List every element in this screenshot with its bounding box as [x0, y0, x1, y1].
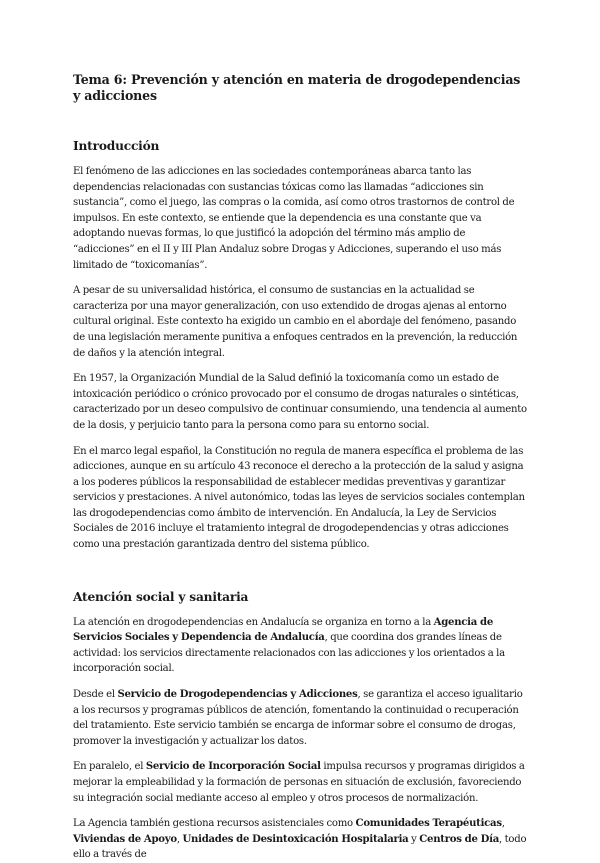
service-drogodependencias: Servicio de Drogodependencias y Adicciones	[117, 689, 358, 701]
care-paragraph-4	[73, 816, 527, 863]
intro-paragraph-2: A pesar de su universalidad histórica, el consumo de sustancias en la actualidad se caracteriza por una mayor generalización, con uso extendido de drogas ajenas al entorno cultural original. Este contexto ha exigido un cambio en el abordaje del fenómeno, pasando de una legislación meramente punitiva a enfoques centrados en la prevención, la reducción de daños y la atención integral.	[73, 285, 518, 359]
resource-comunidades: Comunidades Terapéuticas	[355, 818, 502, 830]
resource-viviendas: Viviendas de Apoyo	[73, 833, 177, 845]
section-spacer	[73, 563, 527, 589]
intro-paragraph-4: En el marco legal español, la Constitución no regula de manera específica el problema de las adicciones, aunque en su artículo 43 reconoce el derecho a la protección de la salud y asigna a los poderes públicos la responsabilidad de establecer medidas preventivas y garantizar servicios y prestaciones. A nivel autonómico, todas las leyes de servicios sociales contemplan las drogodependencias como ámbito de intervención. En Andalucía, la Ley de Servicios Sociales de 2016 incluye el tratamiento integral de drogodependencias y otras adicciones como una prestación garantizada dentro del sistema público.	[73, 445, 525, 551]
text-run: ,	[176, 833, 183, 845]
text-run: , todo ello a través de	[73, 833, 527, 861]
text-run: En paralelo, el	[73, 761, 146, 773]
agency-name: Agencia de Servicios Sociales y Dependencia de Andalucía	[73, 616, 494, 644]
resource-centros: Centros de Día	[419, 833, 499, 845]
text-run: y	[408, 833, 420, 845]
care-paragraph-3	[73, 759, 527, 806]
text-run: ,	[501, 818, 505, 830]
text-run: , se garantiza el acceso igualitario a los recursos y programas públicos de atención, fomentando la continuidad o recuperación del tratamiento. Este servicio también se encarga de informar sobre el consumo de drogas, promover la investigación y actualizar los datos.	[73, 689, 523, 747]
intro-paragraph-3: En 1957, la Organización Mundial de la Salud definió la toxicomanía como un estado de intoxicación periódico o crónico provocado por el consumo de drogas naturales o sintéticas, caracterizado por un deseo compulsivo de continuar consumiendo, una tendencia al aumento de la dosis, y perjuicio tanto para la persona como para su entorno social.	[73, 373, 527, 431]
section-heading-care: Atención social y sanitaria	[73, 589, 249, 604]
text-run: , que coordina dos grandes líneas de actividad: los servicios directamente relacionados con las adicciones y los orientados a la incorporación social.	[73, 632, 505, 675]
resource-unidades: Unidades de Desintoxicación Hospitalaria	[182, 833, 409, 845]
text-run: Desde el	[73, 689, 118, 701]
care-paragraph-1	[73, 615, 527, 677]
text-run: La atención en drogodependencias en Andalucía se organiza en torno a la	[73, 616, 434, 628]
section-heading-intro: Introducción	[73, 139, 160, 153]
intro-paragraph-1: El fenómeno de las adicciones en las sociedades contemporáneas abarca tanto las dependencias relacionadas con sustancias tóxicas como las llamadas “adicciones sin sustancia”, como el juego, las compras o la comida, así como otros trastornos de control de impulsos. En este contexto, se entiende que la dependencia es una constante que va adoptando nuevas formas, lo que justificó la adopción del término más amplio de “adicciones” en el II y III Plan Andaluz sobre Drogas y Adicciones, superando el uso más limitado de “toxicomanías”.	[73, 166, 515, 271]
text-run: impulsa recursos y programas dirigidos a mejorar la empleabilidad y la formación de personas en situación de exclusión, favoreciendo su integración social mediante acceso al empleo y otros procesos de normalización.	[73, 761, 525, 804]
care-paragraph-2	[73, 687, 527, 749]
text-run: La Agencia también gestiona recursos asistenciales como	[73, 818, 356, 830]
document-title: Tema 6: Prevención y atención en materia de drogodependencias y adicciones	[73, 72, 521, 103]
service-incorporacion: Servicio de Incorporación Social	[145, 761, 321, 773]
